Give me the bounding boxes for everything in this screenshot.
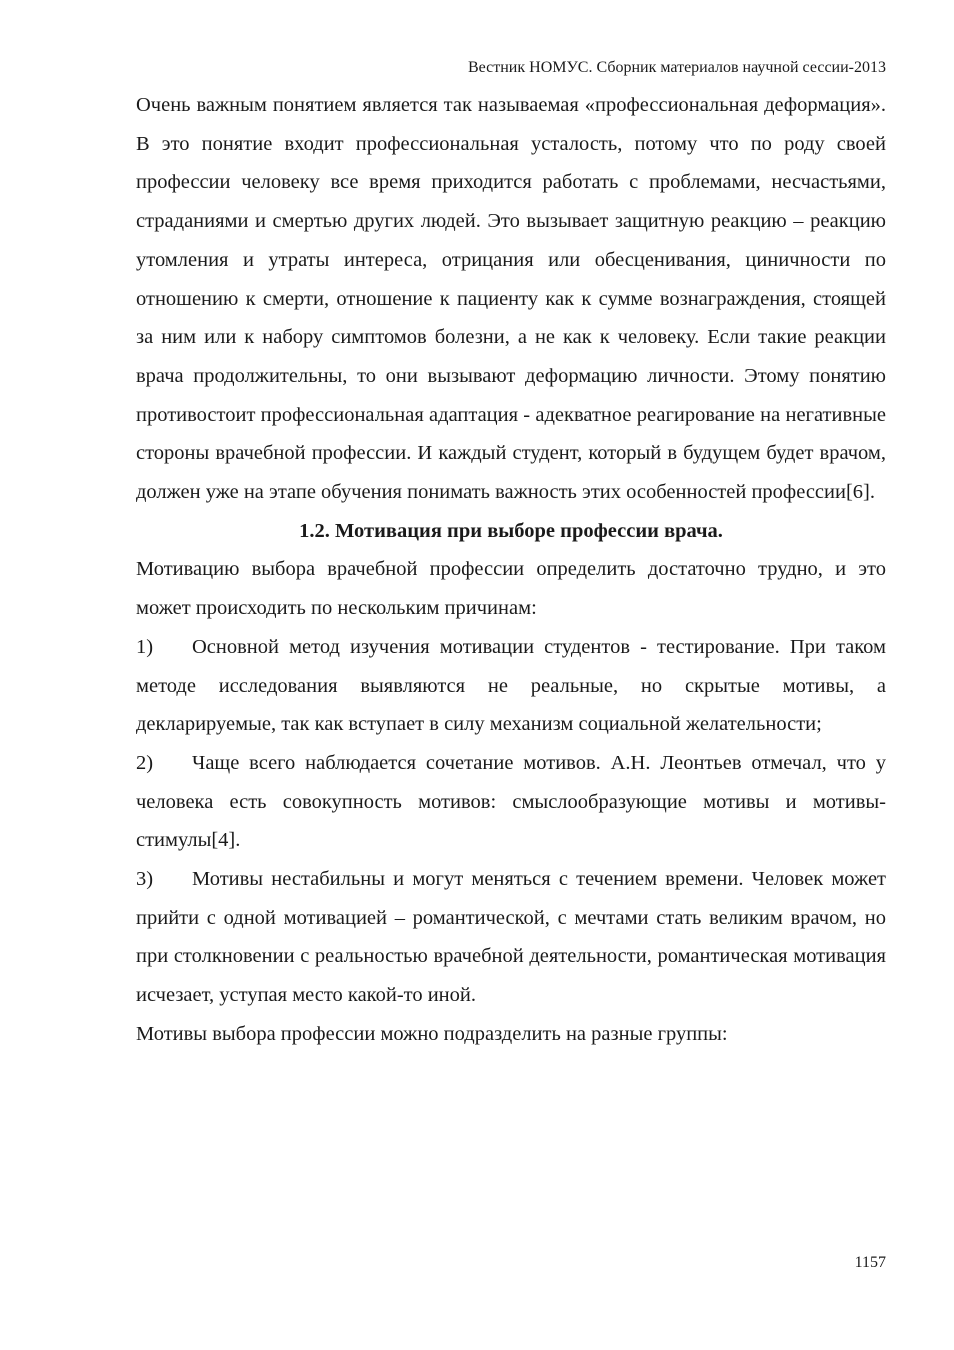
section-heading: 1.2. Мотивация при выборе профессии врача. [299,519,723,542]
list-number: 2) [136,751,154,774]
list-item-text: Мотивы нестабильны и могут меняться с течением времени. Человек может прийти с одной мотивацией – романтической, с мечтами стать великим врачом, но при столкновении с реальностью врачебной деятельности, романтическая мотивация исчезает, уступая место какой-то иной. [136,868,886,1007]
paragraph-professional-deformation: Очень важным понятием является так называемая «профессиональная деформация». В это понятие входит профессиональная усталость, потому что по роду своей профессии человеку все время приходится работать с проблемами, несчастьями, страданиями и смертью других людей. Это вызывает защитную реакцию – реакцию утомления и утраты интереса, отрицания или обесценивания, циничности по отношению к смерти, отношение к пациенту как к сумме вознаграждения, стоящей за ним или к набору симптомов болезни, а не как к человеку. Если такие реакции врача продолжительны, то они вызывают деформацию личности. Этому понятию противостоит профессиональная адаптация - адекватное реагирование на негативные стороны врачебной профессии. И каждый студент, который в будущем будет врачом, должен уже на этапе обучения понимать важность этих особенностей профессии[6]. [136,94,886,504]
page-number: 1157 [854,1254,886,1271]
list-item-2 [136,744,886,860]
paragraph-motivation-intro: Мотивацию выбора врачебной профессии определить достаточно трудно, и это может происходить по нескольким причинам: [136,558,886,620]
list-item-3 [136,860,886,1015]
list-number: 1) [136,635,154,658]
list-item-text: Основной метод изучения мотивации студентов - тестирование. При таком методе исследования выявляются не реальные, но скрытые мотивы, а декларируемые, так как вступает в силу механизм социальной желательности; [136,635,886,736]
running-header: Вестник НОМУС. Сборник материалов научной сессии-2013 [467,59,886,76]
list-item-1 [136,628,886,744]
body-text [136,86,886,1054]
list-number: 3) [136,868,154,891]
paragraph-motive-groups: Мотивы выбора профессии можно подразделить на разные группы: [136,1022,728,1045]
list-item-text: Чаще всего наблюдается сочетание мотивов. А.Н. Леонтьев отмечал, что у человека есть совокупность мотивов: смыслообразующие мотивы и мотивы-стимулы[4]. [136,751,886,852]
